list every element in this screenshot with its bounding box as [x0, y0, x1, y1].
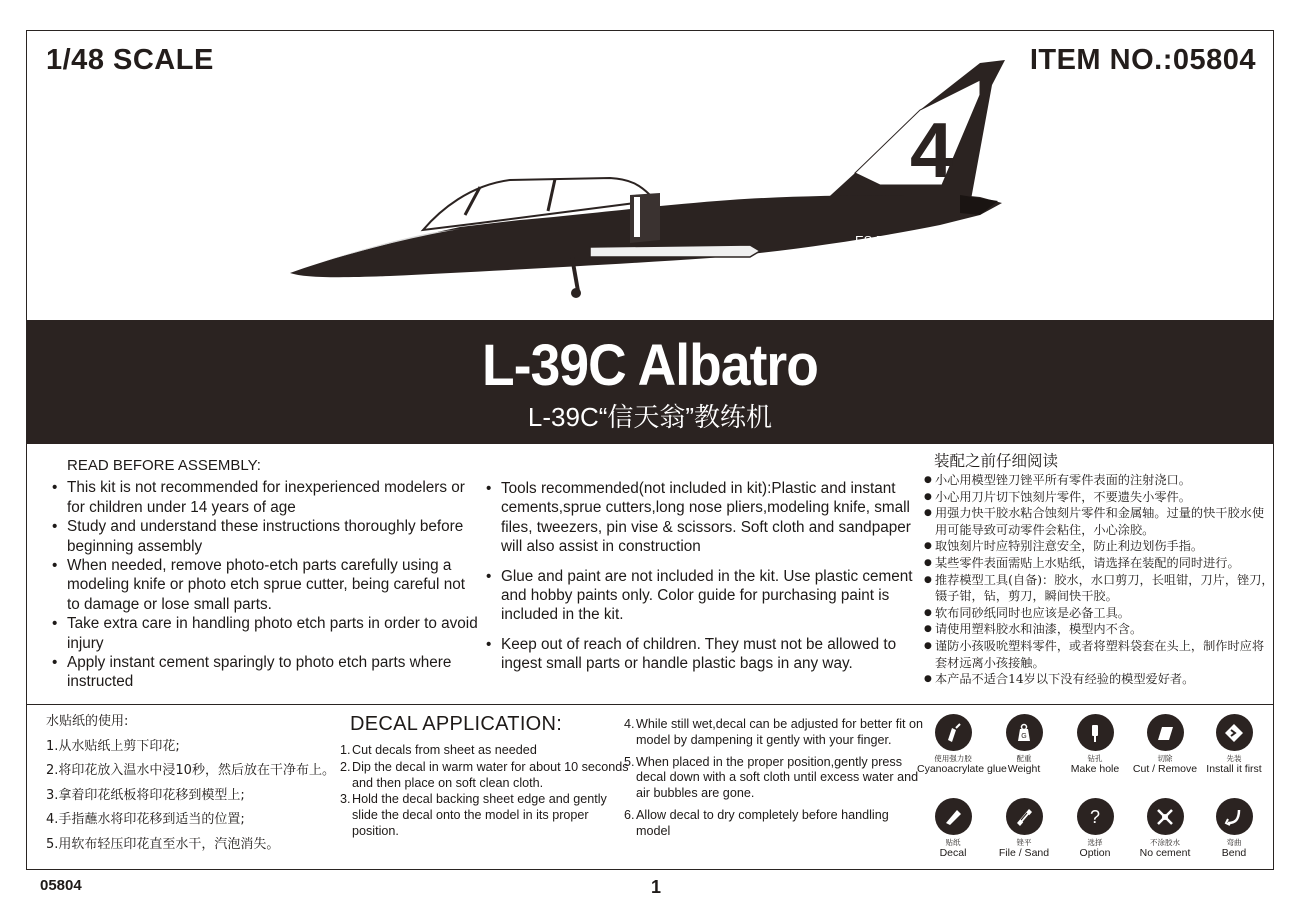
tools-item: • Glue and paint are not included in the kit. Use plastic cement and hobby paints only. Color guide for purchasing paint is included in the kit.: [484, 567, 916, 625]
decal-zh-step: 1.从水贴纸上剪下印花;: [46, 738, 180, 754]
svg-text:?: ?: [1089, 806, 1101, 827]
legend-item-option: ? 选择 Option: [1059, 798, 1131, 859]
chinese-note: ● 请使用塑料胶水和油漆，模型内不含。: [924, 621, 1274, 638]
chinese-notes-section: [924, 452, 1274, 688]
legend-item-weight: G 配重 Weight: [988, 714, 1060, 775]
decal-step: 1. Cut decals from sheet as needed: [340, 743, 537, 757]
legend-item-no-cement: 不涂胶水 No cement: [1129, 798, 1201, 859]
tools-section: [484, 479, 916, 674]
read-before-item: • This kit is not recommended for inexperienced modelers or for children under 14 years of age: [50, 478, 480, 517]
decal-zh-step: 3.拿着印花纸板将印花移到模型上;: [46, 787, 245, 803]
legend-item-decal: 贴纸 Decal: [917, 798, 989, 859]
title-band: [27, 320, 1273, 444]
read-before-item: • Take extra care in handling photo etch parts in order to avoid injury: [50, 614, 480, 653]
read-before-section: [50, 456, 480, 692]
decal-step: 5. When placed in the proper position,gently press decal down with a soft cloth until excess water and air bubbles are gone.: [624, 754, 919, 801]
svg-text:G: G: [1021, 732, 1027, 740]
chinese-note: ● 谨防小孩吸吮塑料零件，或者将塑料袋套在头上，制作时应将套材远离小孩接触。: [924, 638, 1274, 671]
page-number: 1: [651, 877, 662, 897]
registration-text: ES-TLG: [855, 233, 902, 248]
chinese-note: ● 某些零件表面需贴上水贴纸，请选择在装配的同时进行。: [924, 555, 1274, 572]
decal-icon: [935, 798, 972, 835]
chinese-note: ● 本产品不适合14岁以下没有经验的模型爱好者。: [924, 671, 1274, 688]
no-cement-icon: [1147, 798, 1184, 835]
glue-bottle-icon: [935, 714, 972, 751]
item-number: ITEM NO.:05804: [1029, 44, 1256, 76]
tools-item: • Keep out of reach of children. They must not be allowed to ingest small parts or handle plastic bags in any way.: [484, 635, 916, 674]
section-divider: [27, 704, 1273, 705]
chinese-note: ● 小心用模型锉刀锉平所有零件表面的注射浇口。: [924, 472, 1274, 489]
decal-step: 4. While still wet,decal can be adjusted for better fit on model by dampening it gently with your finger.: [624, 717, 924, 747]
decal-steps-right: [624, 717, 924, 841]
aircraft-profile: [280, 55, 1010, 300]
decal-zh-heading: 水贴纸的使用:: [46, 714, 129, 729]
bend-icon: [1216, 798, 1253, 835]
tools-item: • Tools recommended(not included in kit):Plastic and instant cements,sprue cutters,long nose pliers,modeling knife, small files, tweezers, pin vise & scissors. Soft cloth and sandpaper will also assist in construction: [484, 479, 916, 557]
model-title: L-39C Albatro: [482, 333, 818, 398]
install-first-icon: [1216, 714, 1253, 751]
decal-step: 2. Dip the decal in warm water for about 10 seconds and then place on soft clean cloth.: [340, 759, 629, 790]
chinese-note: ● 取蚀刻片时应特别注意安全，防止利边划伤手指。: [924, 538, 1274, 555]
read-before-item: • Study and understand these instructions thoroughly before beginning assembly: [50, 517, 480, 556]
legend-item-glue: 使用强力胶 Cyanoacrylate glue: [917, 714, 989, 775]
scale-label: 1/48 SCALE: [46, 44, 214, 76]
legend-item-hole: 钻孔 Make hole: [1059, 714, 1131, 775]
chinese-note: ● 小心用刀片切下蚀刻片零件，不要遗失小零件。: [924, 489, 1274, 506]
legend-item-bend: 弯曲 Bend: [1198, 798, 1270, 859]
read-before-item: • When needed, remove photo-etch parts carefully using a modeling knife or photo etch sprue cutter, being careful not to damage or lose small parts.: [50, 556, 480, 614]
weight-icon: [1006, 714, 1043, 751]
footer-item-code: 05804: [40, 877, 82, 894]
legend-item-install: 先装 Install it first: [1198, 714, 1270, 775]
chinese-note: ● 推荐模型工具(自备)：胶水，水口剪刀，长咀钳，刀片，锉刀，镊子钳，钻，剪刀，瞬间快干胶。: [924, 572, 1274, 605]
tail-number: 4: [910, 106, 954, 194]
chinese-notes-heading: 装配之前仔细阅读: [934, 452, 1059, 470]
decal-zh-step: 2.将印花放入温水中浸10秒，然后放在干净布上。: [46, 763, 335, 778]
chinese-note: ● 软布同砂纸同时也应该是必备工具。: [924, 605, 1274, 622]
read-before-item: • Apply instant cement sparingly to photo etch parts where instructed: [50, 653, 480, 692]
legend-item-cut: 切除 Cut / Remove: [1129, 714, 1201, 775]
decal-zh-step: 5.用软布轻压印花直至水干，汽泡消失。: [46, 836, 280, 852]
cut-remove-icon: [1147, 714, 1184, 751]
chinese-note: ● 用强力快干胶水粘合蚀刻片零件和金属轴。过量的快干胶水使用可能导致可动零件会粘住，小心涂胶。: [924, 505, 1274, 538]
model-subtitle: L-39C“信天翁”教练机: [527, 402, 773, 432]
file-sand-icon: [1006, 798, 1043, 835]
legend-item-sand: 锉平 File / Sand: [988, 798, 1060, 859]
decal-step: 3. Hold the decal backing sheet edge and gently slide the decal onto the model in its proper position.: [340, 792, 607, 838]
drill-icon: [1077, 714, 1114, 751]
symbol-legend: [905, 712, 1275, 862]
read-before-heading: READ BEFORE ASSEMBLY:: [67, 457, 261, 474]
decal-steps-left: [340, 743, 630, 841]
decal-zh-step: 4.手指蘸水将印花移到适当的位置;: [46, 812, 245, 827]
option-icon: [1077, 798, 1114, 835]
decal-application-heading: DECAL APPLICATION:: [350, 713, 563, 735]
decal-step: 6. Allow decal to dry completely before handling model: [624, 807, 889, 838]
decal-zh-section: [46, 710, 335, 857]
